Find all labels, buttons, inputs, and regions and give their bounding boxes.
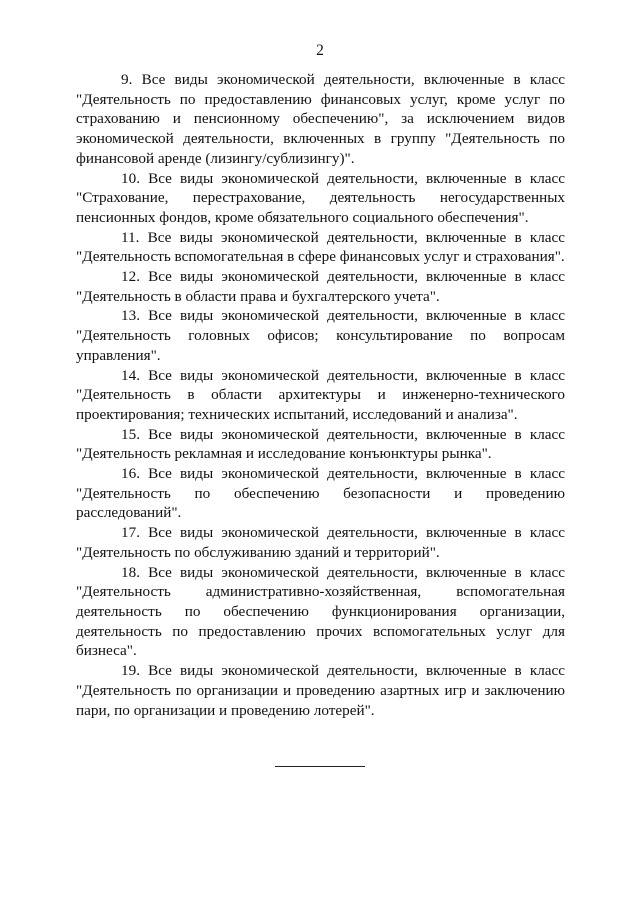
page-number: 2: [316, 42, 324, 59]
paragraph-item-9: 9. Все виды экономической деятельности, включенные в класс "Деятельность по предоставлению финансовых услуг, кроме услуг по страхованию и пенсионному обеспечению", за исключением видов экономической деятельности, включенных в группу "Деятельность по финансовой аренде (лизингу/сублизингу)".: [76, 71, 565, 167]
document-body: [76, 70, 565, 720]
paragraph-item-16: 16. Все виды экономической деятельности, включенные в класс "Деятельность по обеспечению безопасности и проведению расследований".: [76, 465, 565, 522]
paragraph-item-19: 19. Все виды экономической деятельности, включенные в класс "Деятельность по организации и проведению азартных игр и заключению пари, по организации и проведению лотерей".: [76, 662, 565, 719]
paragraph-item-15: 15. Все виды экономической деятельности, включенные в класс "Деятельность рекламная и исследование конъюнктуры рынка".: [76, 425, 565, 463]
paragraph-item-18: 18. Все виды экономической деятельности, включенные в класс "Деятельность административно-хозяйственная, вспомогательная деятельность по обеспечению функционирования организации, деятельность по предоставлению прочих вспомогательных услуг для бизнеса".: [76, 563, 565, 660]
paragraph-item-17: 17. Все виды экономической деятельности, включенные в класс "Деятельность по обслуживанию зданий и территорий".: [76, 524, 565, 561]
paragraph-item-11: 11. Все виды экономической деятельности, включенные в класс "Деятельность вспомогательная в сфере финансовых услуг и страхования".: [76, 228, 565, 266]
paragraph-item-10: 10. Все виды экономической деятельности, включенные в класс "Страхование, перестрахование, деятельность негосударственных пенсионных фондов, кроме обязательного социального обеспечения".: [76, 169, 565, 226]
paragraph-item-14: 14. Все виды экономической деятельности, включенные в класс "Деятельность в области архитектуры и инженерно-технического проектирования; технических испытаний, исследований и анализа".: [76, 366, 565, 423]
paragraph-item-13: 13. Все виды экономической деятельности, включенные в класс "Деятельность головных офисов; консультирование по вопросам управления".: [76, 307, 565, 364]
paragraph-item-12: 12. Все виды экономической деятельности, включенные в класс "Деятельность в области права и бухгалтерского учета".: [76, 268, 565, 305]
end-of-document-rule: [275, 766, 365, 767]
